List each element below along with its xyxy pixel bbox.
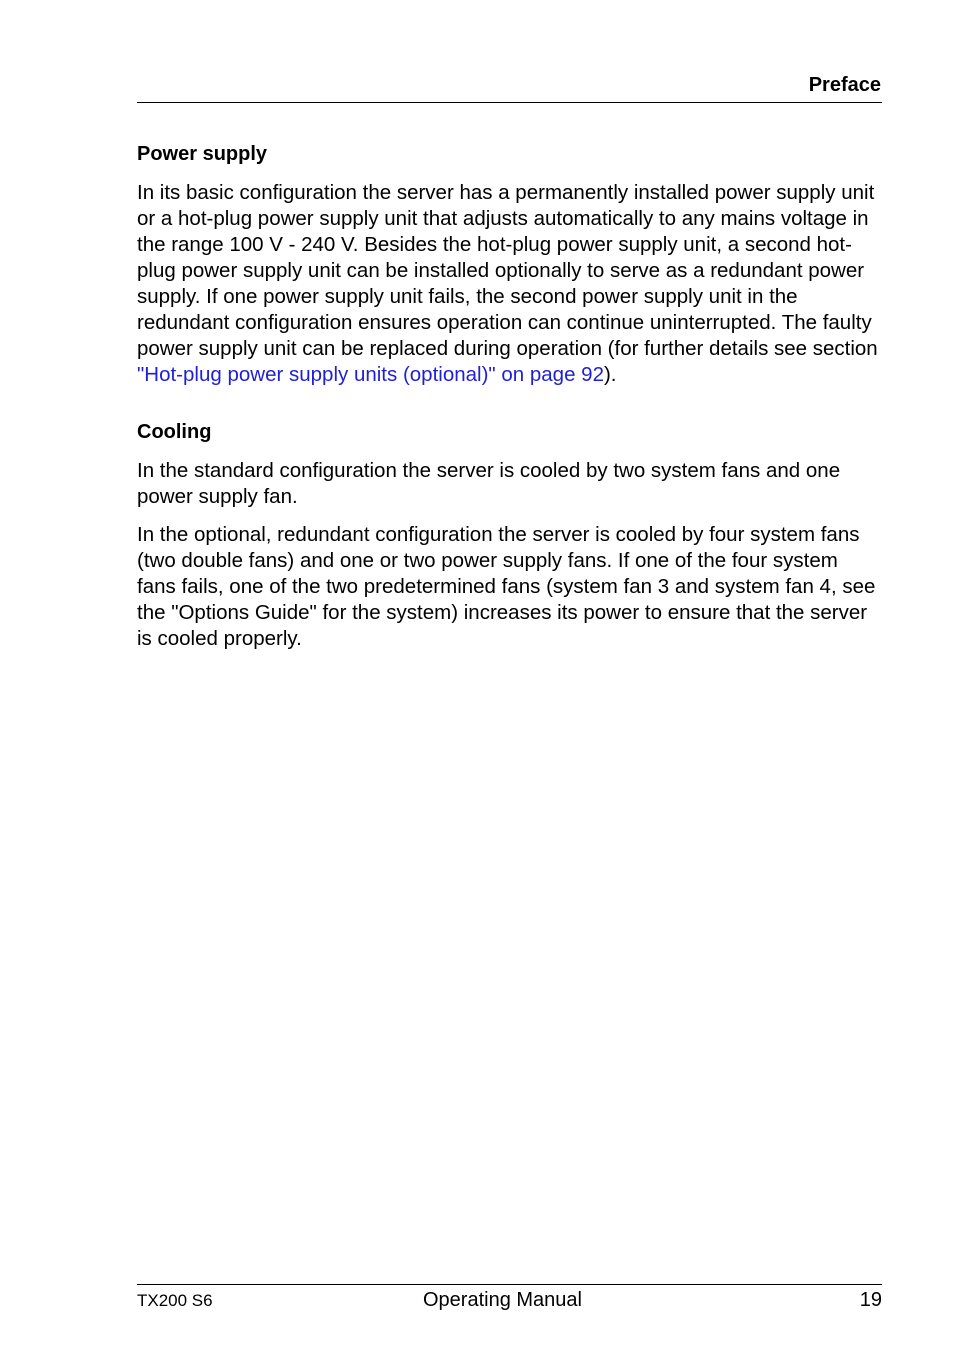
power-supply-paragraph [137,180,882,388]
power-supply-text-end: ). [603,363,617,386]
footer-model: TX200 S6 [137,1291,213,1310]
footer-rule [137,1284,882,1285]
cross-reference-link[interactable]: "Hot-plug power supply units (optional)" on page 92 [137,363,604,386]
power-supply-text: In its basic configuration the server has a permanently installed power supply unit or a hot-plug power supply unit that adjusts automatically to any mains voltage in the range 100 V - 240 V. Besides the hot-plug power supply unit, a second hot-plug power supply unit can be installed optionally to serve as a redundant power supply. If one power supply unit fails, the second power supply unit in the redundant configuration ensures operation can continue uninterrupted. The faulty power supply unit can be replaced during operation (for further details see section [137,181,878,360]
running-header-title: Preface [808,74,881,96]
cooling-paragraph-redundant: In the optional, redundant configuration the server is cooled by four system fans (two double fans) and one or two power supply fans. If one of the four system fans fails, one of the two predetermined fans (system fan 3 and system fan 4, see the "Options Guide" for the system) increases its power to ensure that the server is cooled properly. [137,523,876,650]
page-content [137,140,882,652]
section-heading-cooling: Cooling [137,421,212,443]
cooling-paragraph-standard: In the standard configuration the server is cooled by two system fans and one power supply fan. [137,459,841,508]
header-rule [137,102,882,103]
page-number: 19 [859,1289,882,1311]
footer-document-title: Operating Manual [423,1289,582,1311]
section-heading-power-supply: Power supply [137,143,268,165]
